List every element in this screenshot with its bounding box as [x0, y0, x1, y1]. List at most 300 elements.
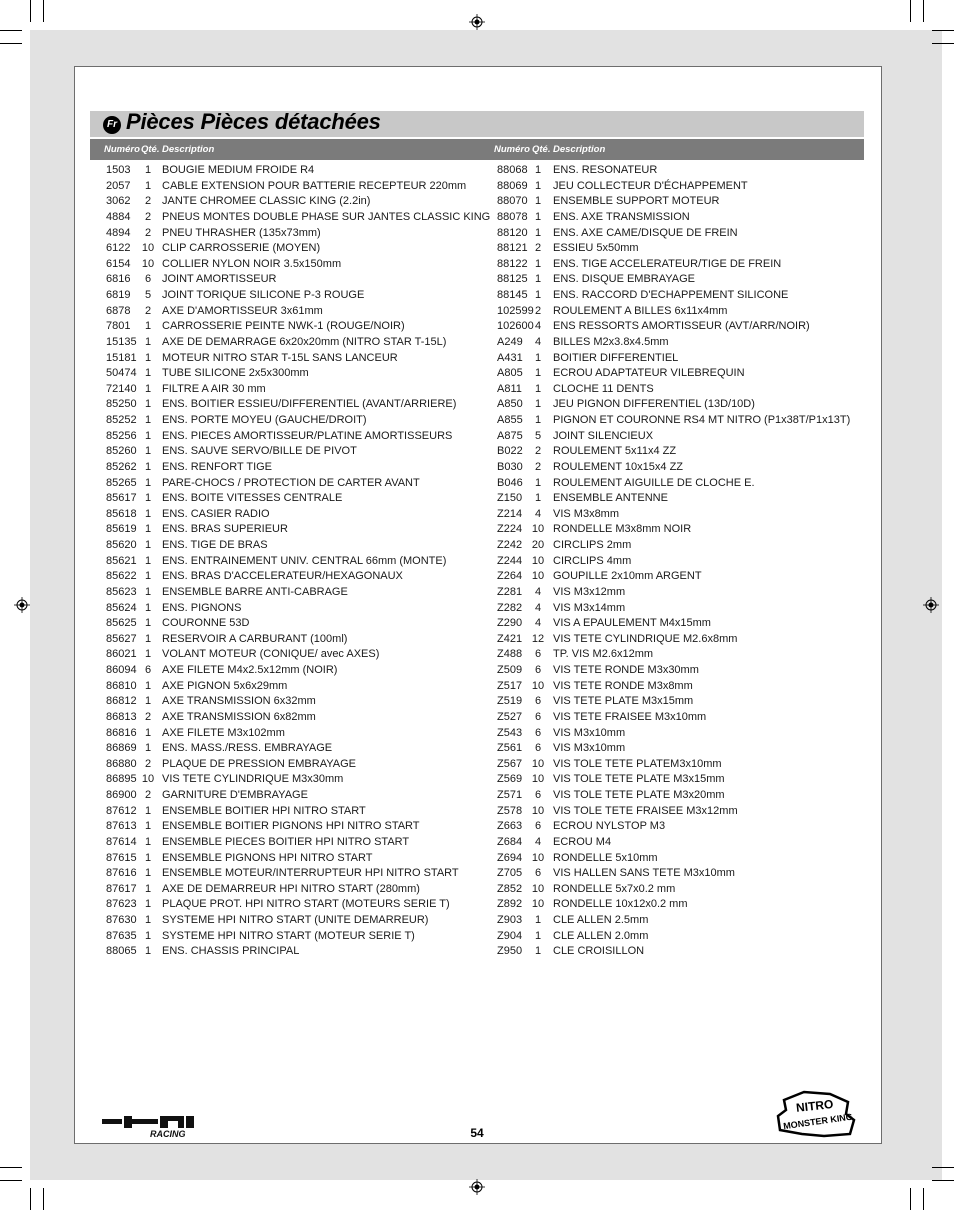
- table-row: [106, 787, 486, 803]
- part-quantity: 10: [531, 757, 545, 770]
- svg-text:NITRO: NITRO: [795, 1097, 834, 1115]
- table-row: [497, 631, 867, 647]
- part-quantity: 10: [531, 898, 545, 911]
- part-quantity: 6: [534, 726, 542, 739]
- table-row: [106, 678, 486, 694]
- part-quantity: 1: [144, 914, 152, 926]
- part-description: ROULEMENT 5x11x4 ZZ: [553, 445, 677, 458]
- part-description: CIRCLIPS 4mm: [553, 554, 632, 567]
- part-quantity: 6: [534, 710, 542, 723]
- part-number: B030: [497, 460, 523, 473]
- table-row: [106, 818, 486, 834]
- part-description: AXE DE DEMARRAGE 6x20x20mm (NITRO STAR T-15L): [162, 335, 447, 348]
- table-row: [106, 631, 486, 647]
- part-quantity: 1: [144, 398, 152, 411]
- table-row: [106, 256, 486, 272]
- part-number: 87613: [106, 820, 137, 833]
- part-quantity: 1: [144, 851, 152, 864]
- part-description: ENSEMBLE ANTENNE: [553, 492, 668, 505]
- table-row: [106, 506, 486, 522]
- table-row: [497, 490, 867, 506]
- part-description: ENS. PIGNONS: [162, 601, 242, 614]
- part-description: ENSEMBLE BOITIER HPI NITRO START: [162, 804, 366, 817]
- part-quantity: 10: [531, 570, 545, 583]
- part-quantity: 5: [534, 429, 542, 442]
- table-row: [106, 928, 486, 944]
- table-row: [497, 303, 867, 319]
- table-row: [497, 443, 867, 459]
- table-row: [497, 521, 867, 537]
- table-row: [497, 600, 867, 616]
- part-description: CLE CROISILLON: [553, 945, 645, 958]
- table-row: [497, 225, 867, 241]
- table-row: [106, 943, 486, 959]
- part-quantity: 1: [144, 460, 152, 473]
- table-row: [497, 475, 867, 491]
- part-number: 85619: [106, 523, 137, 536]
- part-description: RONDELLE 5x7x0.2 mm: [553, 882, 676, 895]
- part-number: 85252: [106, 414, 137, 426]
- table-row: [497, 396, 867, 412]
- registration-mark-icon: [14, 597, 30, 613]
- part-quantity: 1: [144, 367, 152, 380]
- part-quantity: 1: [144, 867, 152, 880]
- part-description: ENS. AXE TRANSMISSION: [553, 210, 690, 223]
- part-number: 87615: [106, 851, 137, 864]
- part-number: A875: [497, 429, 523, 442]
- part-number: 88078: [497, 210, 528, 223]
- table-row: [497, 803, 867, 819]
- part-quantity: 1: [534, 414, 542, 426]
- part-description: JEU PIGNON DIFFERENTIEL (13D/10D): [553, 398, 755, 411]
- part-quantity: 1: [144, 539, 152, 551]
- part-quantity: 1: [144, 835, 152, 848]
- part-description: VIS TETE FRAISEE M3x10mm: [553, 710, 707, 723]
- part-quantity: 1: [144, 554, 152, 567]
- table-row: [106, 287, 486, 303]
- part-quantity: 10: [531, 523, 545, 536]
- part-quantity: 6: [534, 867, 542, 880]
- part-quantity: 6: [534, 789, 542, 801]
- table-row: [497, 553, 867, 569]
- page-title: Pièces Pièces détachées: [126, 109, 381, 134]
- part-description: PNEU THRASHER (135x73mm): [162, 226, 321, 239]
- part-quantity: 10: [531, 554, 545, 567]
- part-description: VIS TETE RONDE M3x30mm: [553, 664, 699, 676]
- part-number: Z519: [497, 695, 523, 708]
- part-description: JOINT SILENCIEUX: [553, 429, 654, 442]
- part-number: 87614: [106, 835, 137, 848]
- part-number: Z421: [497, 632, 523, 645]
- part-quantity: 4: [534, 585, 542, 598]
- part-quantity: 5: [144, 289, 152, 301]
- table-row: [106, 646, 486, 662]
- part-quantity: 1: [534, 179, 542, 192]
- parts-list-left: [106, 162, 491, 959]
- part-description: PARE-CHOCS / PROTECTION DE CARTER AVANT: [162, 476, 420, 489]
- part-description: JOINT TORIQUE SILICONE P-3 ROUGE: [162, 289, 365, 301]
- nitro-monster-king-logo: [774, 1090, 858, 1138]
- language-badge: Fr: [103, 116, 121, 134]
- table-row: [106, 615, 486, 631]
- part-description: ENS. BRAS D'ACCELERATEUR/HEXAGONAUX: [162, 570, 403, 583]
- part-number: 87617: [106, 882, 137, 895]
- part-quantity: 1: [534, 382, 542, 395]
- part-quantity: 1: [534, 195, 542, 208]
- part-quantity: 1: [144, 507, 152, 520]
- table-row: [497, 334, 867, 350]
- header-qty-left: Qté.: [141, 144, 160, 155]
- table-row: [497, 646, 867, 662]
- part-quantity: 1: [144, 882, 152, 895]
- part-quantity: 2: [534, 445, 542, 458]
- part-description: ENS. PIECES AMORTISSEUR/PLATINE AMORTISSEURS: [162, 429, 453, 442]
- part-description: PLAQUE DE PRESSION EMBRAYAGE: [162, 757, 356, 770]
- part-number: 86880: [106, 757, 137, 770]
- part-description: ROULEMENT AIGUILLE DE CLOCHE E.: [553, 476, 755, 489]
- part-quantity: 10: [531, 804, 545, 817]
- part-quantity: 1: [534, 289, 542, 301]
- part-description: CABLE EXTENSION POUR BATTERIE RECEPTEUR 220mm: [162, 179, 467, 192]
- table-row: [106, 740, 486, 756]
- table-row: [497, 693, 867, 709]
- part-quantity: 1: [534, 210, 542, 223]
- table-row: [106, 693, 486, 709]
- part-quantity: 1: [144, 648, 152, 661]
- part-description: TUBE SILICONE 2x5x300mm: [162, 367, 309, 380]
- table-row: [497, 818, 867, 834]
- part-description: ENSEMBLE PIECES BOITIER HPI NITRO START: [162, 835, 410, 848]
- part-description: VIS M3x10mm: [553, 726, 626, 739]
- part-description: VIS M3x8mm: [553, 507, 620, 520]
- part-description: VIS TOLE TETE PLATEM3x10mm: [553, 757, 722, 770]
- part-quantity: 1: [144, 585, 152, 598]
- part-number: Z244: [497, 554, 523, 567]
- part-number: 85621: [106, 554, 137, 567]
- part-quantity: 1: [144, 164, 152, 176]
- part-number: 86810: [106, 679, 137, 692]
- table-row: [106, 553, 486, 569]
- part-quantity: 1: [144, 742, 152, 755]
- part-number: 15135: [106, 335, 137, 348]
- part-number: B046: [497, 476, 523, 489]
- table-row: [106, 709, 486, 725]
- part-quantity: 1: [144, 695, 152, 708]
- table-row: [497, 256, 867, 272]
- part-quantity: 1: [144, 335, 152, 348]
- part-quantity: 1: [534, 492, 542, 505]
- part-number: 7801: [106, 320, 131, 333]
- part-description: ENS. TIGE DE BRAS: [162, 539, 268, 551]
- part-quantity: 1: [144, 351, 152, 364]
- header-number-left: Numéro: [104, 144, 140, 155]
- part-quantity: 4: [534, 335, 542, 348]
- part-description: MOTEUR NITRO STAR T-15L SANS LANCEUR: [162, 351, 398, 364]
- part-quantity: 20: [531, 539, 545, 551]
- table-row: [497, 865, 867, 881]
- part-quantity: 2: [144, 304, 152, 317]
- part-number: 88121: [497, 242, 528, 255]
- part-description: ENS. MASS./RESS. EMBRAYAGE: [162, 742, 333, 755]
- part-number: 88125: [497, 273, 528, 286]
- part-quantity: 2: [144, 710, 152, 723]
- part-number: A805: [497, 367, 523, 380]
- table-row: [497, 709, 867, 725]
- part-quantity: 10: [531, 882, 545, 895]
- part-description: SYSTEME HPI NITRO START (UNITE DEMARREUR): [162, 914, 429, 926]
- part-number: 85256: [106, 429, 137, 442]
- part-description: ENS. CASIER RADIO: [162, 507, 270, 520]
- part-quantity: 1: [144, 179, 152, 192]
- part-description: VIS TETE CYLINDRIQUE M2.6x8mm: [553, 632, 738, 645]
- part-number: Z264: [497, 570, 523, 583]
- part-number: Z214: [497, 507, 523, 520]
- part-quantity: 4: [534, 617, 542, 630]
- part-number: Z224: [497, 523, 523, 536]
- part-quantity: 1: [534, 257, 542, 270]
- table-row: [106, 490, 486, 506]
- part-description: CLE ALLEN 2.0mm: [553, 929, 649, 942]
- part-description: ENS. RENFORT TIGE: [162, 460, 273, 473]
- part-quantity: 2: [144, 210, 152, 223]
- part-number: 86900: [106, 789, 137, 801]
- part-quantity: 1: [144, 804, 152, 817]
- part-number: 87612: [106, 804, 137, 817]
- part-description: VIS M3x14mm: [553, 601, 626, 614]
- part-description: PIGNON ET COURONNE RS4 MT NITRO (P1x38T/P1x13T): [553, 414, 851, 426]
- table-row: [106, 318, 486, 334]
- table-row: [497, 928, 867, 944]
- part-description: ENS. PORTE MOYEU (GAUCHE/DROIT): [162, 414, 367, 426]
- table-row: [497, 834, 867, 850]
- part-number: Z561: [497, 742, 523, 755]
- part-number: Z569: [497, 773, 523, 786]
- table-row: [106, 412, 486, 428]
- table-row: [497, 178, 867, 194]
- part-quantity: 1: [144, 570, 152, 583]
- part-number: 87623: [106, 898, 137, 911]
- part-number: B022: [497, 445, 523, 458]
- table-row: [106, 568, 486, 584]
- part-quantity: 2: [144, 195, 152, 208]
- part-number: 85624: [106, 601, 137, 614]
- part-quantity: 6: [144, 273, 152, 286]
- part-description: BOITIER DIFFERENTIEL: [553, 351, 679, 364]
- table-row: [106, 756, 486, 772]
- part-description: CLIP CARROSSERIE (MOYEN): [162, 242, 321, 255]
- table-row: [106, 771, 486, 787]
- part-description: COLLIER NYLON NOIR 3.5x150mm: [162, 257, 342, 270]
- part-number: 72140: [106, 382, 137, 395]
- part-number: A850: [497, 398, 523, 411]
- part-number: A431: [497, 351, 523, 364]
- part-number: 88120: [497, 226, 528, 239]
- part-description: AXE TRANSMISSION 6x32mm: [162, 695, 316, 708]
- part-number: 102600: [497, 320, 534, 333]
- part-quantity: 2: [144, 789, 152, 801]
- part-quantity: 1: [144, 492, 152, 505]
- part-quantity: 1: [534, 398, 542, 411]
- part-description: RONDELLE 10x12x0.2 mm: [553, 898, 688, 911]
- part-number: Z150: [497, 492, 523, 505]
- part-description: ENS. ENTRAINEMENT UNIV. CENTRAL 66mm (MONTE): [162, 554, 447, 567]
- part-description: VIS A EPAULEMENT M4x15mm: [553, 617, 711, 630]
- part-number: 6878: [106, 304, 131, 317]
- part-description: ROULEMENT 10x15x4 ZZ: [553, 460, 684, 473]
- part-description: VIS TETE CYLINDRIQUE M3x30mm: [162, 773, 344, 786]
- table-row: [497, 209, 867, 225]
- part-quantity: 12: [531, 632, 545, 645]
- part-description: ENS. BOITIER ESSIEU/DIFFERENTIEL (AVANT/ARRIERE): [162, 398, 457, 411]
- header-description-left: Description: [162, 144, 215, 155]
- part-description: AXE FILETE M3x102mm: [162, 726, 285, 739]
- part-number: 87635: [106, 929, 137, 942]
- table-row: [497, 912, 867, 928]
- part-number: A811: [497, 382, 522, 395]
- part-description: CARROSSERIE PEINTE NWK-1 (ROUGE/NOIR): [162, 320, 405, 333]
- part-quantity: 1: [534, 945, 542, 958]
- part-quantity: 1: [144, 445, 152, 458]
- table-row: [106, 725, 486, 741]
- table-row: [497, 412, 867, 428]
- part-description: JOINT AMORTISSEUR: [162, 273, 277, 286]
- part-description: ENSEMBLE BOITIER PIGNONS HPI NITRO START: [162, 820, 420, 833]
- part-quantity: 4: [534, 835, 542, 848]
- part-number: 102599: [497, 304, 534, 317]
- table-row: [497, 662, 867, 678]
- part-number: Z684: [497, 835, 523, 848]
- part-description: CLOCHE 11 DENTS: [553, 382, 654, 395]
- part-quantity: 10: [531, 773, 545, 786]
- table-row: [497, 896, 867, 912]
- part-description: ECROU NYLSTOP M3: [553, 820, 666, 833]
- part-quantity: 2: [534, 460, 542, 473]
- table-row: [106, 334, 486, 350]
- part-number: Z892: [497, 898, 523, 911]
- part-description: ENS. RACCORD D'ECHAPPEMENT SILICONE: [553, 289, 789, 301]
- part-number: 88069: [497, 179, 528, 192]
- part-number: Z543: [497, 726, 523, 739]
- table-row: [106, 475, 486, 491]
- table-row: [497, 459, 867, 475]
- table-row: [106, 178, 486, 194]
- part-description: AXE D'AMORTISSEUR 3x61mm: [162, 304, 323, 317]
- table-row: [497, 615, 867, 631]
- part-quantity: 1: [144, 679, 152, 692]
- part-number: 85627: [106, 632, 137, 645]
- part-quantity: 1: [144, 601, 152, 614]
- part-number: Z694: [497, 851, 523, 864]
- part-description: AXE TRANSMISSION 6x82mm: [162, 710, 316, 723]
- part-description: ENSEMBLE PIGNONS HPI NITRO START: [162, 851, 373, 864]
- part-quantity: 1: [534, 164, 542, 176]
- part-number: 6122: [106, 242, 131, 255]
- part-number: 1503: [106, 164, 131, 176]
- part-number: 88068: [497, 164, 528, 176]
- table-row: [497, 537, 867, 553]
- part-description: VIS TOLE TETE PLATE M3x15mm: [553, 773, 725, 786]
- part-quantity: 4: [534, 507, 542, 520]
- part-number: 2057: [106, 179, 131, 192]
- part-number: 85260: [106, 445, 137, 458]
- part-description: GARNITURE D'EMBRAYAGE: [162, 789, 308, 801]
- table-row: [497, 428, 867, 444]
- table-row: [106, 865, 486, 881]
- table-row: [106, 834, 486, 850]
- part-description: AXE DE DEMARREUR HPI NITRO START (280mm): [162, 882, 420, 895]
- table-row: [106, 193, 486, 209]
- part-number: 4894: [106, 226, 131, 239]
- part-quantity: 1: [144, 523, 152, 536]
- part-number: Z242: [497, 539, 523, 551]
- part-description: BILLES M2x3.8x4.5mm: [553, 335, 669, 348]
- header-description-right: Description: [553, 144, 606, 155]
- part-quantity: 2: [144, 226, 152, 239]
- parts-list-right: [497, 162, 867, 959]
- table-row: [497, 568, 867, 584]
- part-description: RESERVOIR A CARBURANT (100ml): [162, 632, 348, 645]
- table-row: [497, 162, 867, 178]
- part-description: ENS RESSORTS AMORTISSEUR (AVT/ARR/NOIR): [553, 320, 810, 333]
- part-quantity: 1: [144, 414, 152, 426]
- table-row: [106, 912, 486, 928]
- table-row: [497, 193, 867, 209]
- part-quantity: 2: [534, 242, 542, 255]
- part-quantity: 1: [534, 226, 542, 239]
- part-description: ENS. BOITE VITESSES CENTRALE: [162, 492, 343, 505]
- part-number: 86021: [106, 648, 137, 661]
- part-description: VIS M3x12mm: [553, 585, 626, 598]
- part-description: SYSTEME HPI NITRO START (MOTEUR SERIE T): [162, 929, 415, 942]
- table-row: [106, 225, 486, 241]
- part-description: ENS. SAUVE SERVO/BILLE DE PIVOT: [162, 445, 357, 458]
- part-quantity: 1: [144, 929, 152, 942]
- table-row: [497, 740, 867, 756]
- part-description: ENSEMBLE BARRE ANTI-CABRAGE: [162, 585, 348, 598]
- part-quantity: 1: [144, 726, 152, 739]
- part-quantity: 2: [534, 304, 542, 317]
- part-quantity: 1: [144, 429, 152, 442]
- part-quantity: 1: [534, 273, 542, 286]
- part-quantity: 1: [534, 351, 542, 364]
- part-number: 85622: [106, 570, 137, 583]
- table-row: [497, 725, 867, 741]
- part-number: Z281: [497, 585, 523, 598]
- part-quantity: 6: [534, 742, 542, 755]
- table-row: [106, 271, 486, 287]
- table-row: [497, 271, 867, 287]
- table-row: [497, 506, 867, 522]
- table-row: [497, 678, 867, 694]
- part-number: 85623: [106, 585, 137, 598]
- part-description: VIS TOLE TETE PLATE M3x20mm: [553, 789, 725, 801]
- table-row: [497, 943, 867, 959]
- part-description: BOUGIE MEDIUM FROIDE R4: [162, 164, 315, 176]
- table-row: [497, 771, 867, 787]
- part-description: JEU COLLECTEUR D'ÉCHAPPEMENT: [553, 179, 748, 192]
- table-row: [106, 209, 491, 225]
- part-quantity: 6: [534, 648, 542, 661]
- part-number: 88122: [497, 257, 528, 270]
- table-row: [497, 350, 867, 366]
- table-row: [106, 896, 486, 912]
- part-quantity: 10: [141, 257, 155, 270]
- table-row: [106, 459, 486, 475]
- header-qty-right: Qté.: [532, 144, 551, 155]
- table-row: [106, 600, 486, 616]
- part-description: ENSEMBLE MOTEUR/INTERRUPTEUR HPI NITRO START: [162, 867, 459, 880]
- part-number: Z852: [497, 882, 523, 895]
